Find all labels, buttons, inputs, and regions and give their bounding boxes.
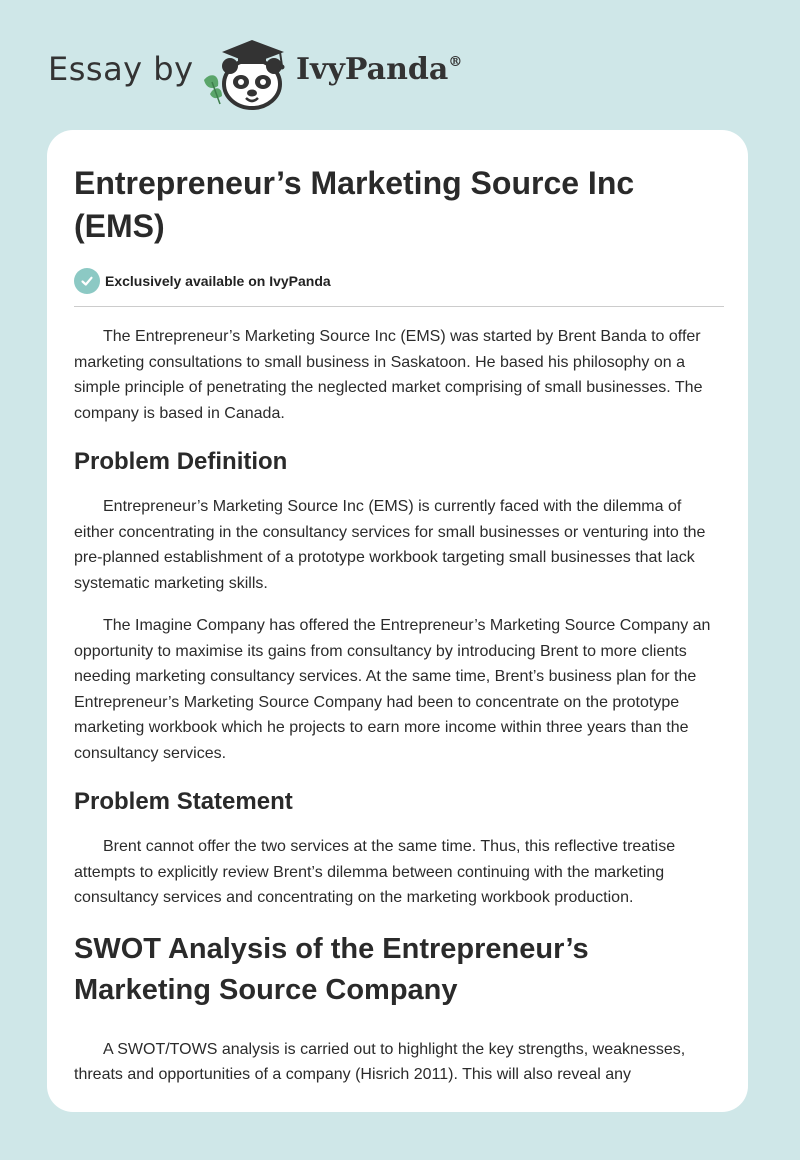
exclusive-badge	[74, 268, 724, 294]
paragraph: The Imagine Company has offered the Entrepreneur’s Marketing Source Company an opportunity to maximise its gains from consultancy by introducing Brent to more clients needing marketing consultancy services. At the same time, Brent’s business plan for the Entrepreneur’s Marketing Source Company had been to concentrate on the prototype marketing workbook which he projects to earn more income within three years than the consultancy services.	[74, 617, 711, 762]
intro-paragraph: The Entrepreneur’s Marketing Source Inc (EMS) was started by Brent Banda to offer marketing consultations to small business in Saskatoon. He based his philosophy on a simple principle of penetrating the neglected market comprising of small businesses. The company is based in Canada.	[74, 328, 703, 422]
panda-graduate-logo-icon[interactable]	[200, 36, 296, 112]
article-content	[74, 130, 724, 1088]
exclusive-badge-text: Exclusively available on IvyPanda	[105, 273, 331, 289]
brand-text: IvyPanda	[296, 52, 449, 87]
section-heading-problem-statement: Problem Statement	[74, 788, 293, 815]
article-title: Entrepreneur’s Marketing Source Inc (EMS)	[74, 165, 635, 244]
article-card	[47, 130, 748, 1112]
site-header	[48, 30, 508, 110]
paragraph: A SWOT/TOWS analysis is carried out to highlight the key strengths, weaknesses, threats and opportunities of a company (Hisrich 2011). This will also reveal any	[74, 1040, 686, 1083]
paragraph: Entrepreneur’s Marketing Source Inc (EMS) is currently faced with the dilemma of either concentrating in the consultancy services for small businesses or venturing into the pre-planned establishment of a prototype workbook targeting small businesses that lack systematic marketing skills.	[74, 498, 706, 592]
brand-name[interactable]	[296, 52, 462, 87]
essay-by-label: Essay by	[48, 50, 194, 88]
paragraph: Brent cannot offer the two services at the same time. Thus, this reflective treatise attempts to explicitly review Brent’s dilemma between continuing with the marketing consultancy services and concentrating on the marketing workbook production.	[74, 838, 676, 906]
check-icon	[74, 268, 100, 294]
title-divider	[74, 306, 724, 307]
registered-mark: ®	[448, 54, 463, 70]
section-heading-swot-analysis: SWOT Analysis of the Entrepreneur’s Marketing Source Company	[74, 932, 589, 1006]
section-heading-problem-definition: Problem Definition	[74, 448, 288, 475]
